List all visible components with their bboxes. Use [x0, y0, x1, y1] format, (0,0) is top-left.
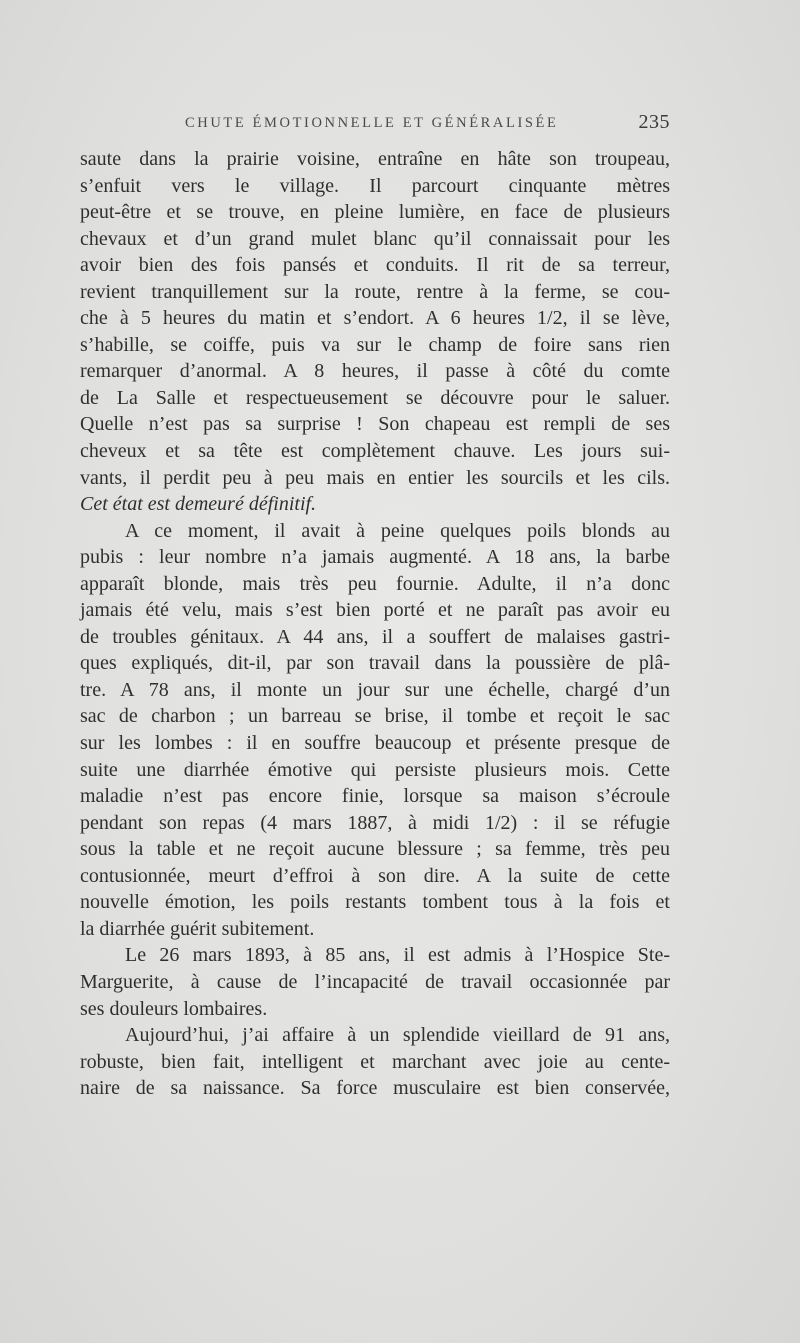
text-line: chevaux et d’un grand mulet blanc qu’il connaissait pour les	[80, 227, 670, 250]
text-line: pendant son repas (4 mars 1887, à midi 1/2) : il se réfugie	[80, 811, 670, 834]
text-line: remarquer d’anormal. A 8 heures, il passe à côté du comte	[80, 360, 670, 383]
text-line: ques expliqués, dit-il, par son travail dans la poussière de plâ-	[80, 652, 670, 675]
text-line: revient tranquillement sur la route, rentre à la ferme, se cou-	[80, 280, 670, 303]
text-line: tre. A 78 ans, il monte un jour sur une échelle, chargé d’un	[80, 678, 670, 701]
text-line: s’habille, se coiffe, puis va sur le champ de foire sans rien	[80, 333, 670, 356]
text-line: suite une diarrhée émotive qui persiste plusieurs mois. Cette	[80, 758, 670, 781]
text-line: apparaît blonde, mais très peu fournie. Adulte, il n’a donc	[80, 572, 670, 595]
text-line: jamais été velu, mais s’est bien porté et ne paraît pas avoir eu	[80, 599, 670, 622]
text-line: Marguerite, à cause de l’incapacité de travail occasionnée par	[80, 970, 670, 993]
text-line: cheveux et sa tête est complètement chauve. Les jours sui-	[80, 440, 670, 463]
paragraph-start: A ce moment, il avait à peine quelques poils blonds au	[125, 519, 670, 542]
running-title: CHUTE ÉMOTIONNELLE ET GÉNÉRALISÉE	[185, 115, 559, 131]
text-line: de troubles génitaux. A 44 ans, il a souffert de malaises gastri-	[80, 625, 670, 648]
text-line: sous la table et ne reçoit aucune blessure ; sa femme, très peu	[80, 838, 670, 861]
text-line: maladie n’est pas encore finie, lorsque sa maison s’écroule	[80, 785, 670, 808]
text-line: sac de charbon ; un barreau se brise, il tombe et reçoit le sac	[80, 705, 670, 728]
text-line: pubis : leur nombre n’a jamais augmenté. A 18 ans, la barbe	[80, 546, 670, 569]
text-line: Quelle n’est pas sa surprise ! Son chapeau est rempli de ses	[80, 413, 670, 436]
running-head	[80, 111, 670, 137]
text-line: nouvelle émotion, les poils restants tombent tous à la fois et	[80, 891, 670, 914]
text-line: avoir bien des fois pansés et conduits. Il rit de sa terreur,	[80, 254, 670, 277]
text-line: sur les lombes : il en souffre beaucoup et présente presque de	[80, 732, 670, 755]
text-line: vants, il perdit peu à peu mais en entier les sourcils et les cils.	[80, 466, 670, 489]
text-line: peut-être et se trouve, en pleine lumière, en face de plusieurs	[80, 201, 670, 224]
text-line: s’enfuit vers le village. Il parcourt cinquante mètres	[80, 174, 670, 197]
page-number: 235	[638, 111, 670, 133]
paragraph-start: Aujourd’hui, j’ai affaire à un splendide vieillard de 91 ans,	[125, 1024, 670, 1047]
text-line-italic: Cet état est demeuré définitif.	[80, 493, 317, 516]
text-line: che à 5 heures du matin et s’endort. A 6 heures 1/2, il se lève,	[80, 307, 670, 330]
text-line: ses douleurs lombaires.	[80, 997, 268, 1020]
text-line: robuste, bien fait, intelligent et marchant avec joie au cente-	[80, 1050, 670, 1073]
text-line: contusionnée, meurt d’effroi à son dire. A la suite de cette	[80, 864, 670, 887]
text-line: saute dans la prairie voisine, entraîne en hâte son troupeau,	[80, 148, 670, 170]
text-line: la diarrhée guérit subitement.	[80, 917, 315, 940]
paragraph-start: Le 26 mars 1893, à 85 ans, il est admis à l’Hospice Ste-	[125, 944, 670, 967]
body-text	[80, 146, 670, 1102]
text-line: de La Salle et respectueusement se découvre pour le saluer.	[80, 386, 670, 409]
text-line: naire de sa naissance. Sa force musculaire est bien conservée,	[80, 1077, 670, 1100]
